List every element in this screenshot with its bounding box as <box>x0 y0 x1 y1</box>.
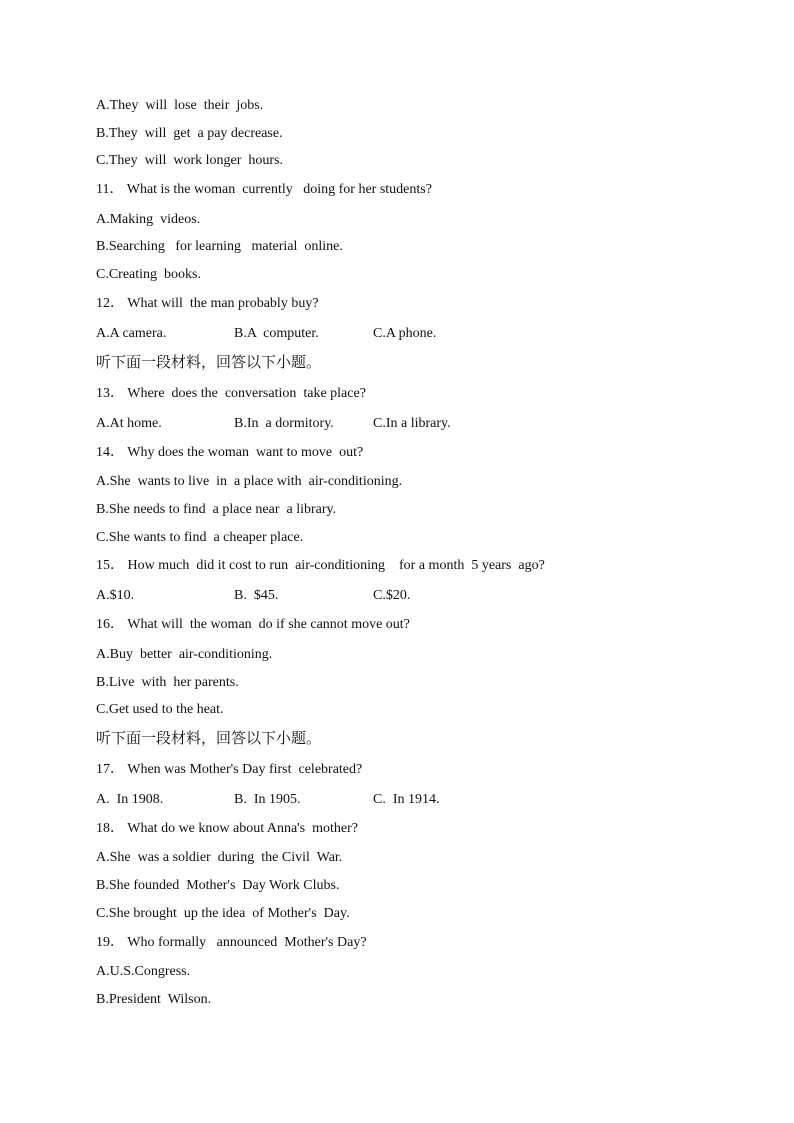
option-text: A.She was a soldier during the Civil War. <box>96 850 343 865</box>
option-text: B.A computer. <box>234 326 319 341</box>
option-text: A. In 1908. <box>96 792 164 807</box>
question-16: 16． What will the woman do if she cannot move out? <box>96 617 410 632</box>
option-text: B.In a dormitory. <box>234 416 334 431</box>
question-12: 12． What will the man probably buy? <box>96 296 319 311</box>
option-text: A.Making videos. <box>96 212 201 227</box>
option-text: C.Get used to the heat. <box>96 702 224 717</box>
question-15: 15． How much did it cost to run air-conditioning for a month 5 years ago? <box>96 558 545 573</box>
option-text: B. In 1905. <box>234 792 301 807</box>
option-text: A.She wants to live in a place with air-conditioning. <box>96 474 403 489</box>
option-text: C.$20. <box>373 588 411 603</box>
option-text: A.They will lose their jobs. <box>96 98 264 113</box>
option-text: C.Creating books. <box>96 267 201 282</box>
option-text: C.In a library. <box>373 416 451 431</box>
option-text: A.A camera. <box>96 326 167 341</box>
question-14: 14． Why does the woman want to move out? <box>96 445 364 460</box>
option-text: A.U.S.Congress. <box>96 964 191 979</box>
option-text: A.Buy better air-conditioning. <box>96 647 273 662</box>
question-11: 11． What is the woman currently doing for her students? <box>96 182 432 197</box>
option-text: C.She brought up the idea of Mother's Day. <box>96 906 350 921</box>
section-heading: 听下面一段材料，回答以下小题。 <box>96 729 322 747</box>
option-text: B.She founded Mother's Day Work Clubs. <box>96 878 340 893</box>
option-text: B.They will get a pay decrease. <box>96 126 283 141</box>
option-text: B. $45. <box>234 588 279 603</box>
section-heading: 听下面一段材料，回答以下小题。 <box>96 353 322 371</box>
option-text: C. In 1914. <box>373 792 440 807</box>
option-text: C.A phone. <box>373 326 437 341</box>
option-text: A.$10. <box>96 588 135 603</box>
option-text: B.She needs to find a place near a library. <box>96 502 337 517</box>
question-19: 19． Who formally announced Mother's Day? <box>96 935 367 950</box>
option-text: C.She wants to find a cheaper place. <box>96 530 304 545</box>
option-text: B.President Wilson. <box>96 992 212 1007</box>
question-18: 18． What do we know about Anna's mother? <box>96 821 358 836</box>
question-13: 13． Where does the conversation take place? <box>96 386 366 401</box>
question-17: 17． When was Mother's Day first celebrated? <box>96 762 363 777</box>
option-text: A.At home. <box>96 416 162 431</box>
option-text: C.They will work longer hours. <box>96 153 284 168</box>
option-text: B.Live with her parents. <box>96 675 239 690</box>
option-text: B.Searching for learning material online. <box>96 239 343 254</box>
